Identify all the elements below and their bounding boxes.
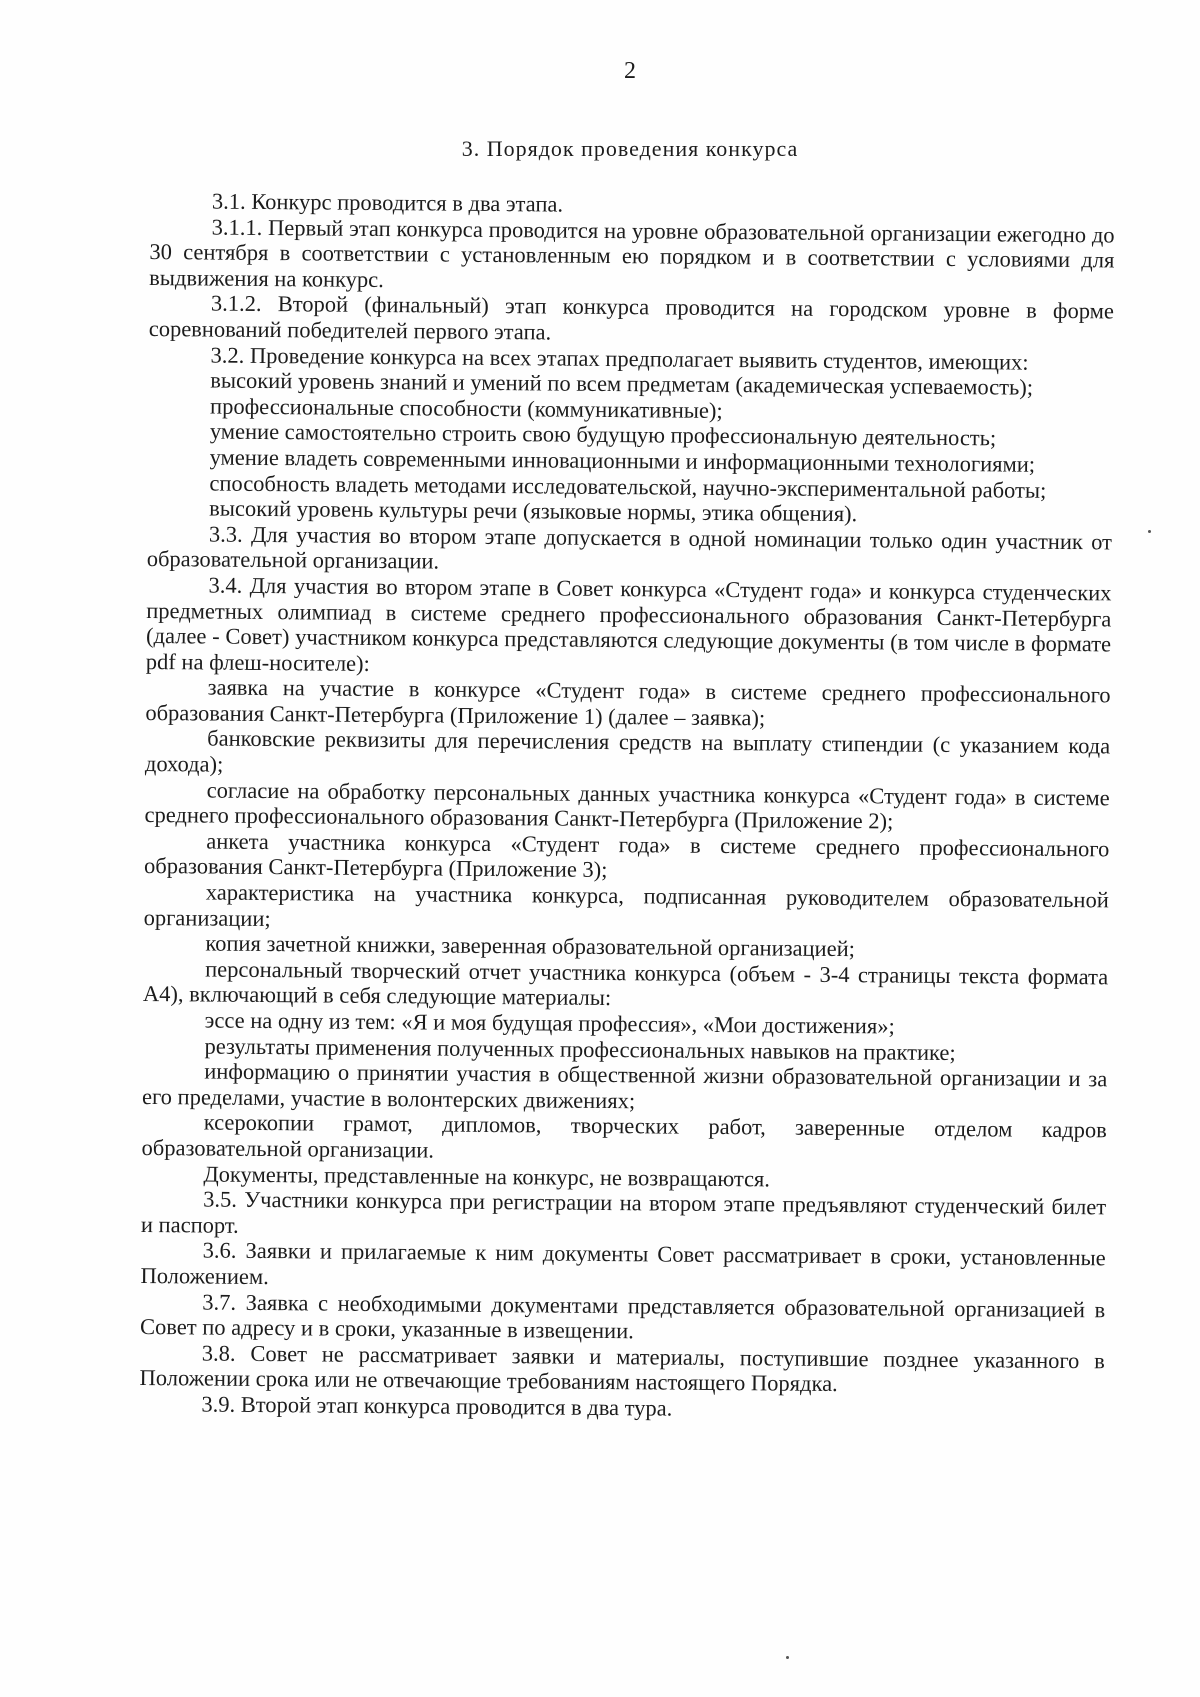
list-item: профессиональные способности (коммуникативные); [209, 393, 723, 423]
paragraph-3-5: 3.5. Участники конкурса при регистрации на втором этапе предъявляют студенческий билет и паспорт. [140, 1186, 1107, 1238]
list-item: согласие на обработку персональных данных участника конкурса «Студент года» в системе среднего профессионального образования Санкт-Петербурга (Приложение 2); [144, 777, 1110, 834]
list-item: результаты применения полученных профессиональных навыков на практике; [204, 1033, 956, 1065]
paragraph-3-1-1: 3.1.1. Первый этап конкурса проводится на уровне образовательной организации ежегодно до 30 сентября в соответствии с установленным ею порядком и в соответствии с условиями для выдвижения на конкурс. [149, 214, 1115, 292]
list-item: анкета участника конкурса «Студент года» в системе среднего профессионального образования Санкт-Петербурга (Приложение 3); [143, 828, 1110, 883]
list-item: высокий уровень знаний и умений по всем предметам (академическая успеваемость); [210, 367, 1034, 400]
list-item: копия зачетной книжки, заверенная образовательной организацией; [205, 930, 856, 962]
document-body [139, 188, 1115, 1425]
list-item: умение владеть современными инновационными и информационными технологиями; [209, 444, 1036, 477]
scan-speck [786, 1656, 789, 1659]
list-item: умение самостоятельно строить свою будущую профессиональную деятельность; [209, 418, 997, 451]
list-item: информацию о принятии участия в общественной жизни образовательной организации и за его пределами, участие в волонтерских движениях; [141, 1058, 1108, 1114]
list-item: способность владеть методами исследовательской, научно-экспериментальной работы; [209, 470, 1047, 503]
list-item: ксерокопии грамот, дипломов, творческих работ, заверенные отделом кадров образовательной организации. [141, 1109, 1107, 1163]
paragraph-documents-note: Документы, представленные на конкурс, не возвращаются. [203, 1161, 771, 1192]
paragraph-3-3: 3.3. Для участия во втором этапе допускается в одной номинации только один участник от образовательной организации. [146, 521, 1113, 574]
list-item: эссе на одну из тем: «Я и моя будущая профессия», «Мои достижения»; [204, 1007, 895, 1039]
list-item: высокий уровень культуры речи (языковые нормы, этика общения). [209, 495, 858, 527]
paragraph-3-8: 3.8. Совет не рассматривает заявки и материалы, поступившие позднее указанного в Положении срока или не отвечающие требованиям настоящего Порядка. [139, 1340, 1105, 1397]
paragraph-3-1-2: 3.1.2. Второй (финальный) этап конкурса проводится на городском уровне в форме соревнований победителей первого этапа. [148, 290, 1115, 345]
paragraph-3-6: 3.6. Заявки и прилагаемые к ним документы Совет рассматривает в сроки, установленные Положением. [140, 1237, 1106, 1290]
list-item: банковские реквизиты для перечисления средств на выплату стипендии (с указанием кода дохода); [144, 725, 1111, 777]
paragraph-3-1: 3.1. Конкурс проводится в два этапа. [211, 188, 564, 217]
section-title: 3. Порядок проведения конкурса [461, 136, 799, 161]
list-item: персональный творческий отчет участника конкурса (объем - 3-4 страницы текста формата А4), включающий в себя следующие материалы: [142, 956, 1109, 1011]
paragraph-3-4: 3.4. Для участия во втором этапе в Совет конкурса «Студент года» и конкурса студенческих предметных олимпиад в системе среднего профессионального образования Санкт-Петербурга (далее - Совет) участником конкурса представляются следующие документы (в том числе в формате pdf на флеш-носителе): [145, 572, 1112, 676]
scan-speck [1148, 530, 1151, 533]
paragraph-3-7: 3.7. Заявка с необходимыми документами представляется образовательной организацией в Совет по адресу и в сроки, указанные в извещении. [139, 1289, 1106, 1344]
list-item: заявка на участие в конкурсе «Студент года» в системе среднего профессионального образования Санкт-Петербурга (Приложение 1) (далее – заявка); [145, 674, 1111, 731]
list-item: характеристика на участника конкурса, подписанная руководителем образовательной организации; [143, 879, 1109, 931]
paragraph-3-2: 3.2. Проведение конкурса на всех этапах предполагает выявить студентов, имеющих: [210, 342, 1029, 375]
page-number: 2 [624, 58, 636, 84]
paragraph-3-9: 3.9. Второй этап конкурса проводится в два тура. [201, 1391, 673, 1421]
